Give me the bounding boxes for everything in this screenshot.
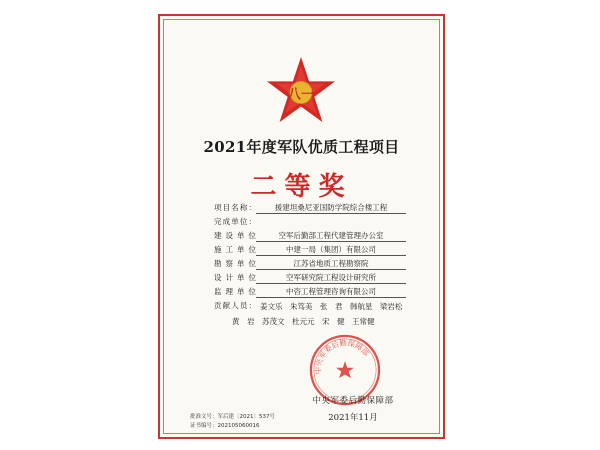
approval-document-number: 批准文号：军后建〔2021〕537号 <box>190 414 275 420</box>
army-star-emblem <box>264 54 338 128</box>
certificate-title: 2021年度军队优质工程项目 <box>203 138 400 156</box>
survey-unit-label: 勘察单位 <box>214 259 256 268</box>
svg-text:八一: 八一 <box>287 86 315 103</box>
certificate-number: 证书编号：202105060016 <box>190 423 260 429</box>
star-icon <box>264 54 338 128</box>
contractor-label: 施工单位 <box>214 245 256 254</box>
award-grade: 二等奖 <box>250 172 353 202</box>
project-name-value: 援建坦桑尼亚国防学院综合楼工程 <box>274 203 388 212</box>
design-unit-value: 空军研究院工程设计研究所 <box>286 273 376 282</box>
construction-unit-label: 建设单位 <box>214 231 256 240</box>
supervision-unit-value: 中咨工程管理咨询有限公司 <box>286 287 376 296</box>
divider <box>256 241 406 242</box>
divider <box>256 283 406 284</box>
divider <box>256 213 406 214</box>
divider <box>256 255 406 256</box>
project-name-label: 项目名称： <box>214 203 256 212</box>
contributors-line-1: 姜文乐 朱笃美 张 君 韩航星 梁岩松 <box>260 302 403 311</box>
seal-text: 中央军委后勤保障部 <box>313 338 371 375</box>
divider <box>256 269 406 270</box>
divider <box>256 297 406 298</box>
contractor-value: 中建一局（集团）有限公司 <box>286 245 376 254</box>
contributors-label: 贡献人员： <box>214 301 256 310</box>
units-header-label: 完成单位： <box>214 217 256 226</box>
construction-unit-value: 空军后勤部工程代建管理办公室 <box>278 231 384 240</box>
issuer-name: 中央军委后勤保障部 <box>312 396 394 406</box>
supervision-unit-label: 监理单位 <box>214 287 256 296</box>
issue-date: 2021年11月 <box>328 413 378 423</box>
design-unit-label: 设计单位 <box>214 273 256 282</box>
certificate <box>158 14 445 439</box>
contributors-line-2: 黄 岩 苏茂文 杜元元 宋 健 王常健 <box>232 317 375 326</box>
survey-unit-value: 江苏省地质工程勘察院 <box>293 259 369 268</box>
